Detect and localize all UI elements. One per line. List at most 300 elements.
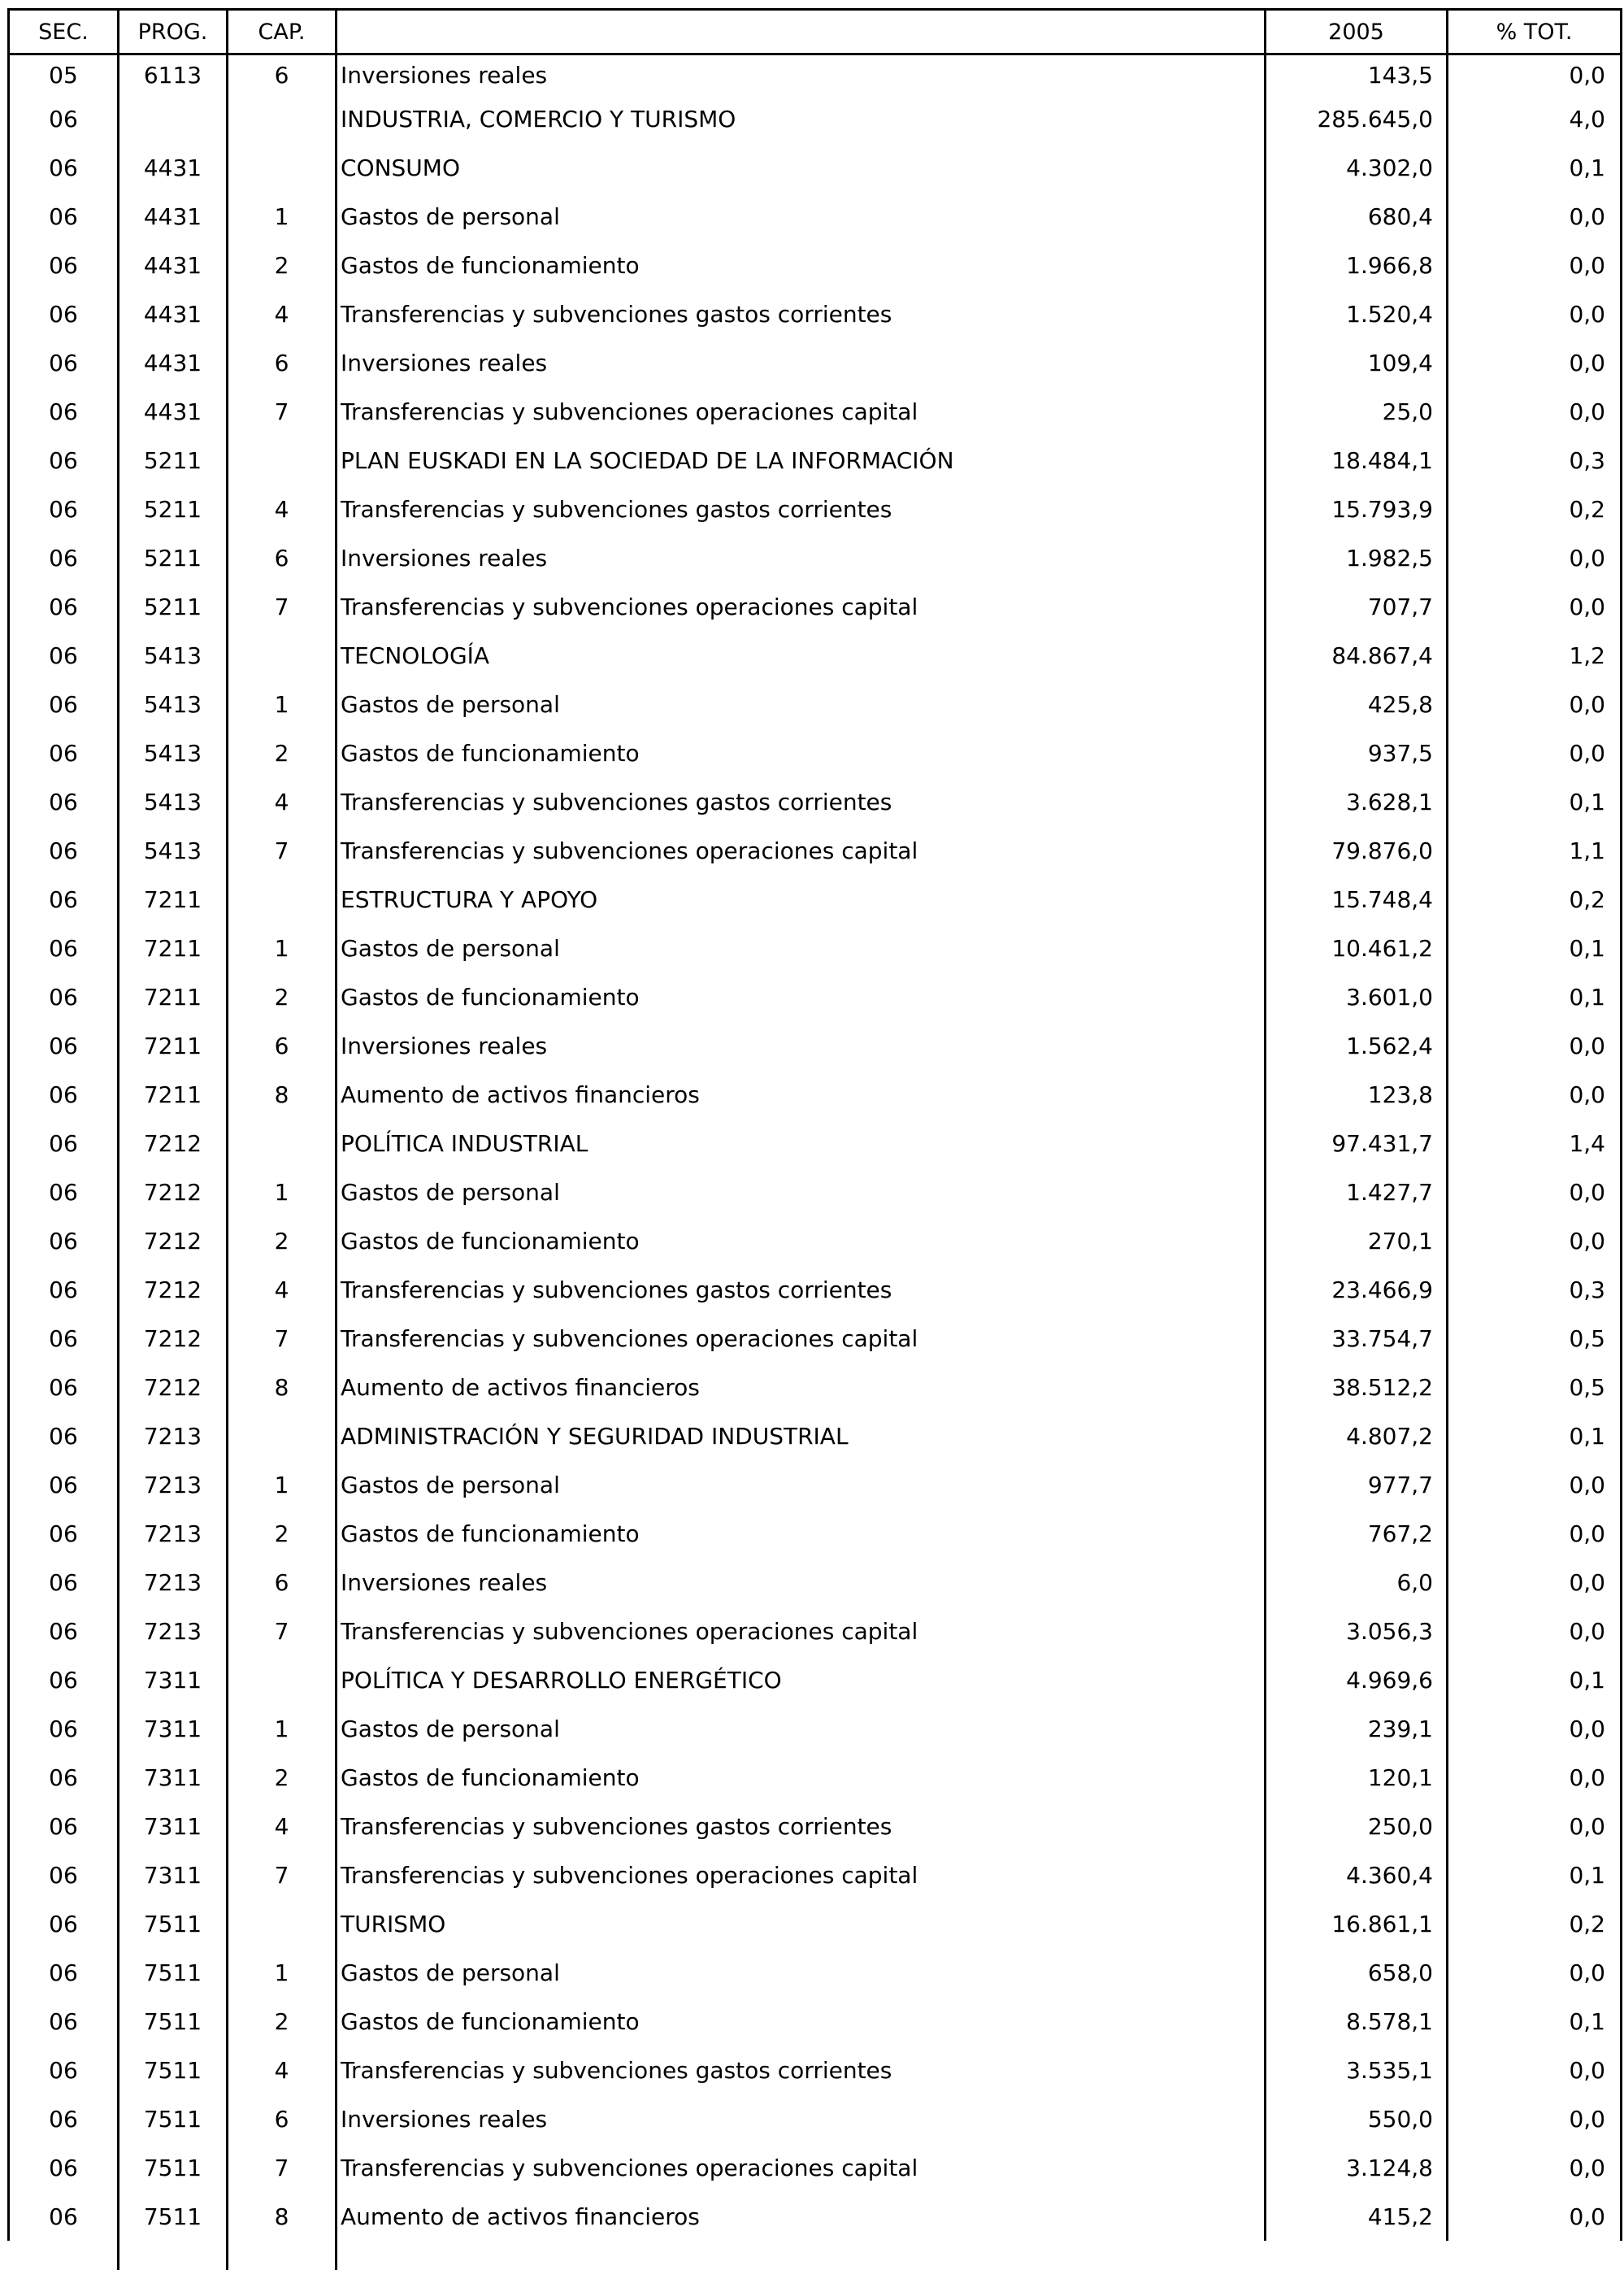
cell-value-2005: 658,0 (1266, 1948, 1448, 1997)
cell-cap: 8 (228, 1363, 337, 1411)
cell-percent-total: 0,5 (1448, 1363, 1622, 1411)
cell-prog: 7213 (119, 1411, 228, 1460)
table-body (9, 54, 1622, 2270)
cell-sec: 06 (9, 94, 119, 143)
cell-percent-total: 0,0 (1448, 2143, 1622, 2192)
cell-cap: 7 (228, 387, 337, 436)
cell-cap (228, 875, 337, 924)
table-row (9, 2094, 1622, 2143)
cell-cap: 8 (228, 1070, 337, 1119)
table-row (9, 728, 1622, 777)
cell-cap (228, 94, 337, 143)
cell-description: TECNOLOGÍA (337, 631, 1266, 680)
cell-sec: 06 (9, 485, 119, 533)
cell-cap: 1 (228, 1168, 337, 1216)
cell-sec: 06 (9, 289, 119, 338)
cell-prog: 7511 (119, 2046, 228, 2094)
cell-description: CONSUMO (337, 143, 1266, 192)
cell-description: Transferencias y subvenciones operaciones capital (337, 2143, 1266, 2192)
cell-percent-total: 0,0 (1448, 54, 1622, 95)
cell-value-2005: 239,1 (1266, 1704, 1448, 1753)
cell-description: PLAN EUSKADI EN LA SOCIEDAD DE LA INFORMACIÓN (337, 436, 1266, 485)
cell-prog: 7511 (119, 1899, 228, 1948)
cell-value-2005: 23.466,9 (1266, 1265, 1448, 1314)
cell-value-2005: 4.807,2 (1266, 1411, 1448, 1460)
cell-value-2005: 1.982,5 (1266, 533, 1448, 582)
cell-percent-total: 0,1 (1448, 924, 1622, 972)
cell-percent-total: 0,5 (1448, 1314, 1622, 1363)
cell-prog: 7311 (119, 1753, 228, 1802)
cell-sec: 06 (9, 1850, 119, 1899)
cell-percent-total: 0,0 (1448, 2192, 1622, 2241)
cell-description: Gastos de personal (337, 1704, 1266, 1753)
table-row (9, 1216, 1622, 1265)
cell-sec: 06 (9, 1704, 119, 1753)
table-row (9, 241, 1622, 289)
cell-description: Inversiones reales (337, 2094, 1266, 2143)
table-row (9, 826, 1622, 875)
cell-percent-total: 0,2 (1448, 485, 1622, 533)
cell-prog: 4431 (119, 241, 228, 289)
table-row (9, 1899, 1622, 1948)
cell-sec: 06 (9, 1363, 119, 1411)
cell-cap: 2 (228, 728, 337, 777)
filler-cell (1266, 2241, 1448, 2270)
cell-cap: 2 (228, 1509, 337, 1558)
cell-cap: 1 (228, 924, 337, 972)
table-row (9, 924, 1622, 972)
cell-sec: 06 (9, 875, 119, 924)
cell-value-2005: 937,5 (1266, 728, 1448, 777)
cell-sec: 06 (9, 1168, 119, 1216)
table-row (9, 631, 1622, 680)
cell-percent-total: 0,0 (1448, 2046, 1622, 2094)
cell-sec: 06 (9, 1899, 119, 1948)
cell-cap: 8 (228, 2192, 337, 2241)
cell-value-2005: 415,2 (1266, 2192, 1448, 2241)
table-row (9, 1607, 1622, 1655)
cell-sec: 06 (9, 1607, 119, 1655)
cell-cap: 1 (228, 1704, 337, 1753)
table-filler-row (9, 2241, 1622, 2270)
cell-percent-total: 0,0 (1448, 1948, 1622, 1997)
cell-percent-total: 0,0 (1448, 1070, 1622, 1119)
table-row (9, 2143, 1622, 2192)
cell-percent-total: 0,0 (1448, 2094, 1622, 2143)
table-row (9, 1948, 1622, 1997)
cell-description: Gastos de funcionamiento (337, 728, 1266, 777)
cell-description: Gastos de personal (337, 680, 1266, 728)
table-row (9, 582, 1622, 631)
cell-value-2005: 3.056,3 (1266, 1607, 1448, 1655)
cell-value-2005: 16.861,1 (1266, 1899, 1448, 1948)
cell-description: Transferencias y subvenciones operaciones capital (337, 1607, 1266, 1655)
cell-description: Transferencias y subvenciones operaciones capital (337, 1314, 1266, 1363)
cell-description: Transferencias y subvenciones operaciones capital (337, 582, 1266, 631)
cell-percent-total: 0,0 (1448, 1607, 1622, 1655)
cell-cap (228, 436, 337, 485)
cell-percent-total: 0,0 (1448, 289, 1622, 338)
cell-description: Aumento de activos financieros (337, 1070, 1266, 1119)
cell-sec: 06 (9, 2046, 119, 2094)
cell-description: Gastos de personal (337, 924, 1266, 972)
cell-value-2005: 707,7 (1266, 582, 1448, 631)
cell-prog: 7311 (119, 1802, 228, 1850)
budget-table (7, 8, 1622, 2270)
cell-percent-total: 0,0 (1448, 1460, 1622, 1509)
cell-sec: 06 (9, 1558, 119, 1607)
cell-sec: 05 (9, 54, 119, 95)
cell-cap: 7 (228, 582, 337, 631)
table-row (9, 1655, 1622, 1704)
table-row (9, 533, 1622, 582)
cell-value-2005: 3.124,8 (1266, 2143, 1448, 2192)
cell-sec: 06 (9, 826, 119, 875)
cell-cap: 6 (228, 1558, 337, 1607)
cell-prog: 4431 (119, 143, 228, 192)
cell-cap (228, 1119, 337, 1168)
cell-sec: 06 (9, 1655, 119, 1704)
cell-value-2005: 25,0 (1266, 387, 1448, 436)
cell-description: Transferencias y subvenciones operaciones capital (337, 1850, 1266, 1899)
header-cap: CAP. (228, 10, 337, 54)
cell-description: Aumento de activos financieros (337, 1363, 1266, 1411)
cell-description: Aumento de activos financieros (337, 2192, 1266, 2241)
cell-percent-total: 0,1 (1448, 1411, 1622, 1460)
table-row (9, 192, 1622, 241)
cell-sec: 06 (9, 1070, 119, 1119)
cell-description: Gastos de funcionamiento (337, 1997, 1266, 2046)
cell-value-2005: 3.535,1 (1266, 2046, 1448, 2094)
cell-sec: 06 (9, 1509, 119, 1558)
cell-percent-total: 0,0 (1448, 1021, 1622, 1070)
cell-sec: 06 (9, 1216, 119, 1265)
cell-cap: 6 (228, 54, 337, 95)
cell-prog: 6113 (119, 54, 228, 95)
cell-percent-total: 0,0 (1448, 728, 1622, 777)
cell-percent-total: 0,0 (1448, 680, 1622, 728)
cell-prog: 7211 (119, 924, 228, 972)
cell-sec: 06 (9, 387, 119, 436)
cell-cap: 1 (228, 1460, 337, 1509)
cell-description: Gastos de personal (337, 192, 1266, 241)
cell-cap: 6 (228, 1021, 337, 1070)
cell-sec: 06 (9, 2192, 119, 2241)
cell-value-2005: 270,1 (1266, 1216, 1448, 1265)
cell-cap: 2 (228, 972, 337, 1021)
cell-description: Gastos de funcionamiento (337, 972, 1266, 1021)
cell-cap: 4 (228, 1265, 337, 1314)
table-row (9, 1119, 1622, 1168)
header-description (337, 10, 1266, 54)
cell-description: Gastos de funcionamiento (337, 1753, 1266, 1802)
table-row (9, 1558, 1622, 1607)
cell-value-2005: 79.876,0 (1266, 826, 1448, 875)
cell-value-2005: 680,4 (1266, 192, 1448, 241)
cell-value-2005: 767,2 (1266, 1509, 1448, 1558)
cell-prog: 4431 (119, 289, 228, 338)
cell-value-2005: 84.867,4 (1266, 631, 1448, 680)
cell-cap: 7 (228, 1850, 337, 1899)
cell-value-2005: 3.601,0 (1266, 972, 1448, 1021)
cell-cap (228, 1655, 337, 1704)
cell-description: Inversiones reales (337, 533, 1266, 582)
table-row (9, 1411, 1622, 1460)
cell-prog: 4431 (119, 338, 228, 387)
cell-value-2005: 425,8 (1266, 680, 1448, 728)
table-row (9, 1802, 1622, 1850)
cell-sec: 06 (9, 1021, 119, 1070)
cell-cap: 2 (228, 1753, 337, 1802)
cell-value-2005: 3.628,1 (1266, 777, 1448, 826)
cell-sec: 06 (9, 1119, 119, 1168)
cell-percent-total: 0,0 (1448, 1753, 1622, 1802)
table-row (9, 54, 1622, 95)
cell-percent-total: 1,4 (1448, 1119, 1622, 1168)
cell-prog: 7212 (119, 1314, 228, 1363)
cell-prog: 7311 (119, 1704, 228, 1753)
filler-cell (1448, 2241, 1622, 2270)
cell-prog: 4431 (119, 192, 228, 241)
cell-value-2005: 33.754,7 (1266, 1314, 1448, 1363)
cell-percent-total: 0,0 (1448, 387, 1622, 436)
cell-percent-total: 0,0 (1448, 1168, 1622, 1216)
cell-sec: 06 (9, 436, 119, 485)
table-row (9, 436, 1622, 485)
cell-percent-total: 0,0 (1448, 582, 1622, 631)
cell-prog: 7213 (119, 1460, 228, 1509)
cell-sec: 06 (9, 631, 119, 680)
table-row (9, 1363, 1622, 1411)
cell-prog: 5211 (119, 582, 228, 631)
cell-sec: 06 (9, 777, 119, 826)
table-row (9, 1460, 1622, 1509)
cell-prog: 7213 (119, 1509, 228, 1558)
cell-value-2005: 123,8 (1266, 1070, 1448, 1119)
cell-value-2005: 1.427,7 (1266, 1168, 1448, 1216)
table-row (9, 1168, 1622, 1216)
cell-cap: 7 (228, 2143, 337, 2192)
cell-prog: 7511 (119, 2143, 228, 2192)
budget-table-sheet (7, 8, 1620, 2257)
cell-sec: 06 (9, 2094, 119, 2143)
table-row (9, 1314, 1622, 1363)
table-row (9, 289, 1622, 338)
table-row (9, 387, 1622, 436)
cell-percent-total: 1,1 (1448, 826, 1622, 875)
cell-percent-total: 0,0 (1448, 241, 1622, 289)
cell-cap: 4 (228, 2046, 337, 2094)
cell-percent-total: 0,0 (1448, 1216, 1622, 1265)
cell-prog: 4431 (119, 387, 228, 436)
cell-percent-total: 0,0 (1448, 1704, 1622, 1753)
table-row (9, 1704, 1622, 1753)
cell-value-2005: 1.966,8 (1266, 241, 1448, 289)
cell-sec: 06 (9, 1997, 119, 2046)
cell-description: TURISMO (337, 1899, 1266, 1948)
cell-sec: 06 (9, 1460, 119, 1509)
cell-value-2005: 1.562,4 (1266, 1021, 1448, 1070)
cell-cap: 2 (228, 241, 337, 289)
table-row (9, 680, 1622, 728)
cell-prog: 7212 (119, 1216, 228, 1265)
cell-sec: 06 (9, 1411, 119, 1460)
cell-prog: 7211 (119, 875, 228, 924)
cell-cap: 6 (228, 2094, 337, 2143)
cell-percent-total: 0,0 (1448, 192, 1622, 241)
cell-percent-total: 0,0 (1448, 533, 1622, 582)
cell-prog: 7511 (119, 2192, 228, 2241)
filler-cell (228, 2241, 337, 2270)
cell-value-2005: 15.793,9 (1266, 485, 1448, 533)
filler-cell (9, 2241, 119, 2270)
cell-sec: 06 (9, 1753, 119, 1802)
table-row (9, 94, 1622, 143)
cell-value-2005: 550,0 (1266, 2094, 1448, 2143)
cell-description: Inversiones reales (337, 1021, 1266, 1070)
cell-description: Transferencias y subvenciones gastos corrientes (337, 2046, 1266, 2094)
cell-description: Transferencias y subvenciones gastos corrientes (337, 1265, 1266, 1314)
cell-prog: 5211 (119, 533, 228, 582)
table-row (9, 143, 1622, 192)
cell-prog: 7511 (119, 1997, 228, 2046)
cell-percent-total: 0,0 (1448, 1509, 1622, 1558)
cell-value-2005: 97.431,7 (1266, 1119, 1448, 1168)
cell-value-2005: 109,4 (1266, 338, 1448, 387)
cell-percent-total: 0,1 (1448, 1850, 1622, 1899)
cell-description: Transferencias y subvenciones gastos corrientes (337, 777, 1266, 826)
cell-sec: 06 (9, 533, 119, 582)
cell-prog: 7213 (119, 1607, 228, 1655)
cell-description: Transferencias y subvenciones gastos corrientes (337, 289, 1266, 338)
table-row (9, 875, 1622, 924)
table-row (9, 1021, 1622, 1070)
cell-cap: 1 (228, 680, 337, 728)
cell-cap: 7 (228, 1314, 337, 1363)
cell-percent-total: 0,2 (1448, 1899, 1622, 1948)
cell-prog: 7211 (119, 972, 228, 1021)
table-header (9, 10, 1622, 54)
cell-value-2005: 4.969,6 (1266, 1655, 1448, 1704)
cell-prog: 7511 (119, 2094, 228, 2143)
cell-prog: 7211 (119, 1021, 228, 1070)
cell-prog: 7311 (119, 1850, 228, 1899)
cell-percent-total: 0,3 (1448, 436, 1622, 485)
cell-prog: 7213 (119, 1558, 228, 1607)
cell-prog: 5211 (119, 436, 228, 485)
cell-sec: 06 (9, 728, 119, 777)
cell-value-2005: 143,5 (1266, 54, 1448, 95)
cell-description: Gastos de funcionamiento (337, 1216, 1266, 1265)
cell-prog: 5211 (119, 485, 228, 533)
cell-value-2005: 4.302,0 (1266, 143, 1448, 192)
cell-description: Gastos de personal (337, 1460, 1266, 1509)
cell-prog: 7212 (119, 1265, 228, 1314)
cell-cap: 4 (228, 1802, 337, 1850)
cell-prog: 5413 (119, 680, 228, 728)
cell-percent-total: 0,0 (1448, 1558, 1622, 1607)
cell-cap: 4 (228, 777, 337, 826)
cell-sec: 06 (9, 192, 119, 241)
cell-cap: 2 (228, 1216, 337, 1265)
cell-description: POLÍTICA Y DESARROLLO ENERGÉTICO (337, 1655, 1266, 1704)
cell-cap: 6 (228, 338, 337, 387)
cell-cap: 6 (228, 533, 337, 582)
cell-value-2005: 250,0 (1266, 1802, 1448, 1850)
cell-prog (119, 94, 228, 143)
table-row (9, 338, 1622, 387)
cell-sec: 06 (9, 143, 119, 192)
header-percent-total: % TOT. (1448, 10, 1622, 54)
cell-prog: 5413 (119, 728, 228, 777)
cell-percent-total: 0,0 (1448, 1802, 1622, 1850)
table-row (9, 1070, 1622, 1119)
cell-cap (228, 631, 337, 680)
cell-description: Gastos de personal (337, 1948, 1266, 1997)
cell-percent-total: 0,0 (1448, 338, 1622, 387)
cell-description: POLÍTICA INDUSTRIAL (337, 1119, 1266, 1168)
header-year-2005: 2005 (1266, 10, 1448, 54)
cell-percent-total: 1,2 (1448, 631, 1622, 680)
table-row (9, 1265, 1622, 1314)
cell-sec: 06 (9, 338, 119, 387)
cell-sec: 06 (9, 680, 119, 728)
table-row (9, 1997, 1622, 2046)
cell-prog: 7511 (119, 1948, 228, 1997)
cell-prog: 7311 (119, 1655, 228, 1704)
filler-cell (337, 2241, 1266, 2270)
cell-cap: 2 (228, 1997, 337, 2046)
cell-description: Gastos de personal (337, 1168, 1266, 1216)
header-row (9, 10, 1622, 54)
cell-cap: 4 (228, 485, 337, 533)
cell-prog: 5413 (119, 826, 228, 875)
table-row (9, 1753, 1622, 1802)
cell-cap: 1 (228, 1948, 337, 1997)
cell-percent-total: 0,3 (1448, 1265, 1622, 1314)
cell-cap: 7 (228, 1607, 337, 1655)
cell-cap (228, 1899, 337, 1948)
cell-sec: 06 (9, 972, 119, 1021)
cell-percent-total: 0,1 (1448, 777, 1622, 826)
table-row (9, 2046, 1622, 2094)
cell-description: ESTRUCTURA Y APOYO (337, 875, 1266, 924)
cell-value-2005: 38.512,2 (1266, 1363, 1448, 1411)
cell-percent-total: 0,1 (1448, 143, 1622, 192)
cell-description: Inversiones reales (337, 1558, 1266, 1607)
cell-description: INDUSTRIA, COMERCIO Y TURISMO (337, 94, 1266, 143)
cell-prog: 5413 (119, 777, 228, 826)
filler-cell (119, 2241, 228, 2270)
cell-value-2005: 15.748,4 (1266, 875, 1448, 924)
cell-cap (228, 1411, 337, 1460)
cell-cap: 1 (228, 192, 337, 241)
header-prog: PROG. (119, 10, 228, 54)
cell-description: Gastos de funcionamiento (337, 1509, 1266, 1558)
cell-value-2005: 18.484,1 (1266, 436, 1448, 485)
cell-description: Gastos de funcionamiento (337, 241, 1266, 289)
cell-cap (228, 143, 337, 192)
cell-description: ADMINISTRACIÓN Y SEGURIDAD INDUSTRIAL (337, 1411, 1266, 1460)
cell-prog: 7211 (119, 1070, 228, 1119)
cell-percent-total: 0,2 (1448, 875, 1622, 924)
cell-value-2005: 120,1 (1266, 1753, 1448, 1802)
cell-value-2005: 10.461,2 (1266, 924, 1448, 972)
table-row (9, 2192, 1622, 2241)
cell-sec: 06 (9, 1948, 119, 1997)
cell-description: Transferencias y subvenciones gastos corrientes (337, 1802, 1266, 1850)
cell-sec: 06 (9, 1265, 119, 1314)
